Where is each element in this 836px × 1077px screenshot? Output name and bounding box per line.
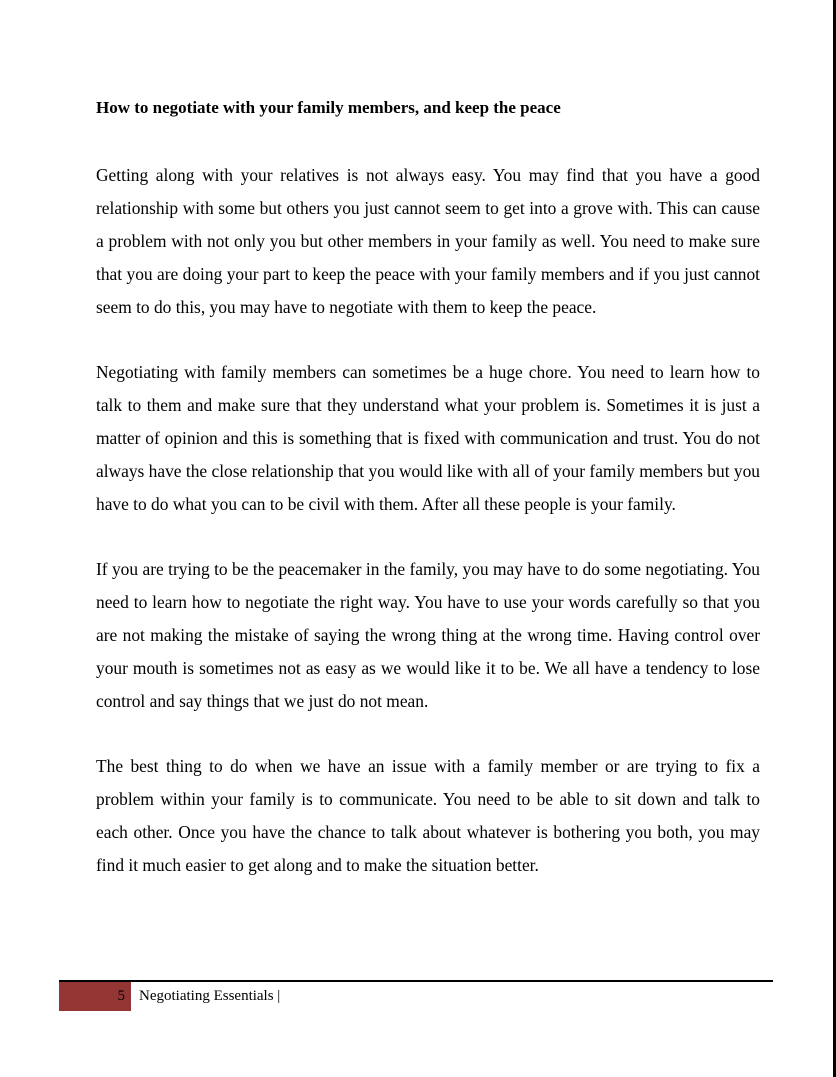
paragraph-4: The best thing to do when we have an issue with a family member or are trying to fix a problem within your family is to communicate. You need to be able to sit down and talk to each other. Once you have the chance to talk about whatever is bothering you both, you may find it much easier to get along and to make the situation better. (96, 756, 760, 875)
footer-page-number: 5 (117, 988, 125, 1004)
paragraph-3: If you are trying to be the peacemaker in the family, you may have to do some negotiating. You need to learn how to negotiate the right way. You have to use your words carefully so that you are not making the mistake of saying the wrong thing at the wrong time. Having control over your mouth is sometimes not as easy as we would like it to be. We all have a tendency to lose control and say things that we just do not mean. (96, 559, 760, 711)
section-heading: How to negotiate with your family members, and keep the peace (96, 98, 561, 117)
paragraph-2: Negotiating with family members can sometimes be a huge chore. You need to learn how to talk to them and make sure that they understand what your problem is. Sometimes it is just a matter of opinion and this is something that is fixed with communication and trust. You do not always have the close relationship that you would like with all of your family members but you have to do what you can to be civil with them. After all these people is your family. (96, 362, 760, 514)
paragraph-1: Getting along with your relatives is not always easy. You may find that you have a good relationship with some but others you just cannot seem to get into a grove with. This can cause a problem with not only you but other members in your family as well. You need to make sure that you are doing your part to keep the peace with your family members and if you just cannot seem to do this, you may have to negotiate with them to keep the peace. (96, 165, 760, 317)
document-body (96, 94, 760, 914)
footer-title: Negotiating Essentials | (139, 988, 281, 1004)
